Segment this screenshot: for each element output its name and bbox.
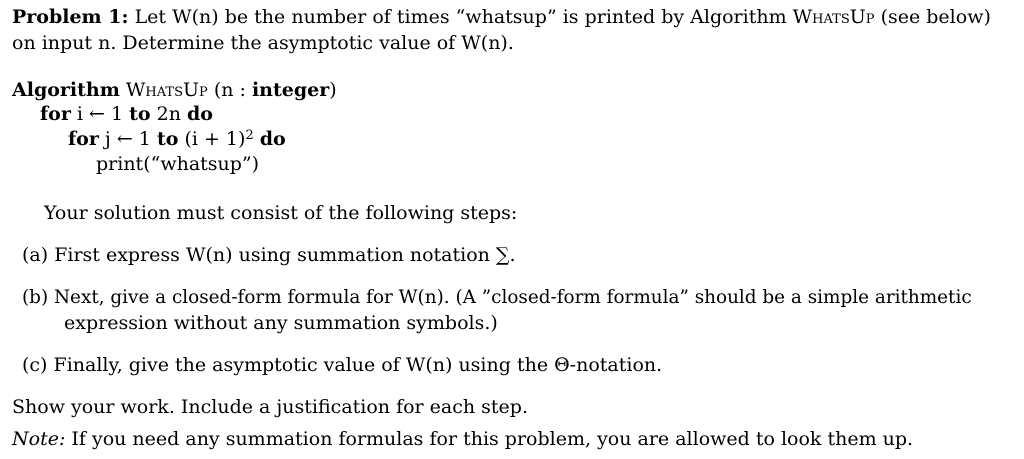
inner-loop-init: j ← 1 (104, 128, 151, 150)
inner-to-keyword: to (156, 128, 179, 150)
problem-line-1 (12, 4, 991, 30)
problem-label: Problem 1: (12, 6, 129, 28)
algorithm-name-inline: WhatsUp (792, 6, 875, 28)
inner-loop-bound: (i + 1) (184, 128, 246, 150)
note-line (12, 426, 913, 452)
inner-do-keyword: do (259, 128, 286, 150)
outer-for-keyword: for (40, 103, 71, 125)
show-work-instruction: Show your work. Include a justification for each step. (12, 396, 528, 418)
step-b-line-1: (b) Next, give a closed-form formula for W(n). (A ”closed-form formula” should be a simple arithmetic (22, 287, 972, 308)
outer-loop-init: i ← 1 (76, 103, 124, 125)
inner-for-keyword: for (68, 128, 99, 150)
outer-do-keyword: do (187, 103, 213, 125)
algorithm-signature-type: integer (251, 79, 330, 101)
steps-intro: Your solution must consist of the following steps: (44, 202, 518, 224)
loop-body: print(“whatsup”) (96, 153, 260, 175)
step-a: (a) First express W(n) using summation notation ∑. (22, 244, 516, 266)
algorithm-name: WhatsUp (125, 79, 208, 101)
algorithm-keyword: Algorithm (12, 79, 120, 101)
step-c: (c) Finally, give the asymptotic value of W(n) using the Θ-notation. (22, 354, 663, 376)
inner-loop (68, 126, 286, 152)
inner-loop-exponent: 2 (245, 128, 254, 143)
algorithm-header (12, 77, 337, 103)
problem-text-tail: (see below) (880, 6, 991, 28)
note-text: If you need any summation formulas for this problem, you are allowed to look them up. (71, 428, 914, 450)
algorithm-signature-open: (n : (213, 79, 252, 101)
outer-to-keyword: to (129, 103, 151, 125)
note-label: Note: (12, 428, 66, 450)
outer-loop-bound: 2n (156, 103, 181, 125)
problem-text: Let W(n) be the number of times “whatsup” is printed by Algorithm (134, 6, 787, 28)
step-b-line-2: expression without any summation symbols.) (64, 312, 498, 334)
outer-loop (40, 101, 213, 127)
problem-line-2: on input n. Determine the asymptotic value of W(n). (12, 32, 514, 54)
algorithm-signature-close: ) (329, 79, 337, 101)
